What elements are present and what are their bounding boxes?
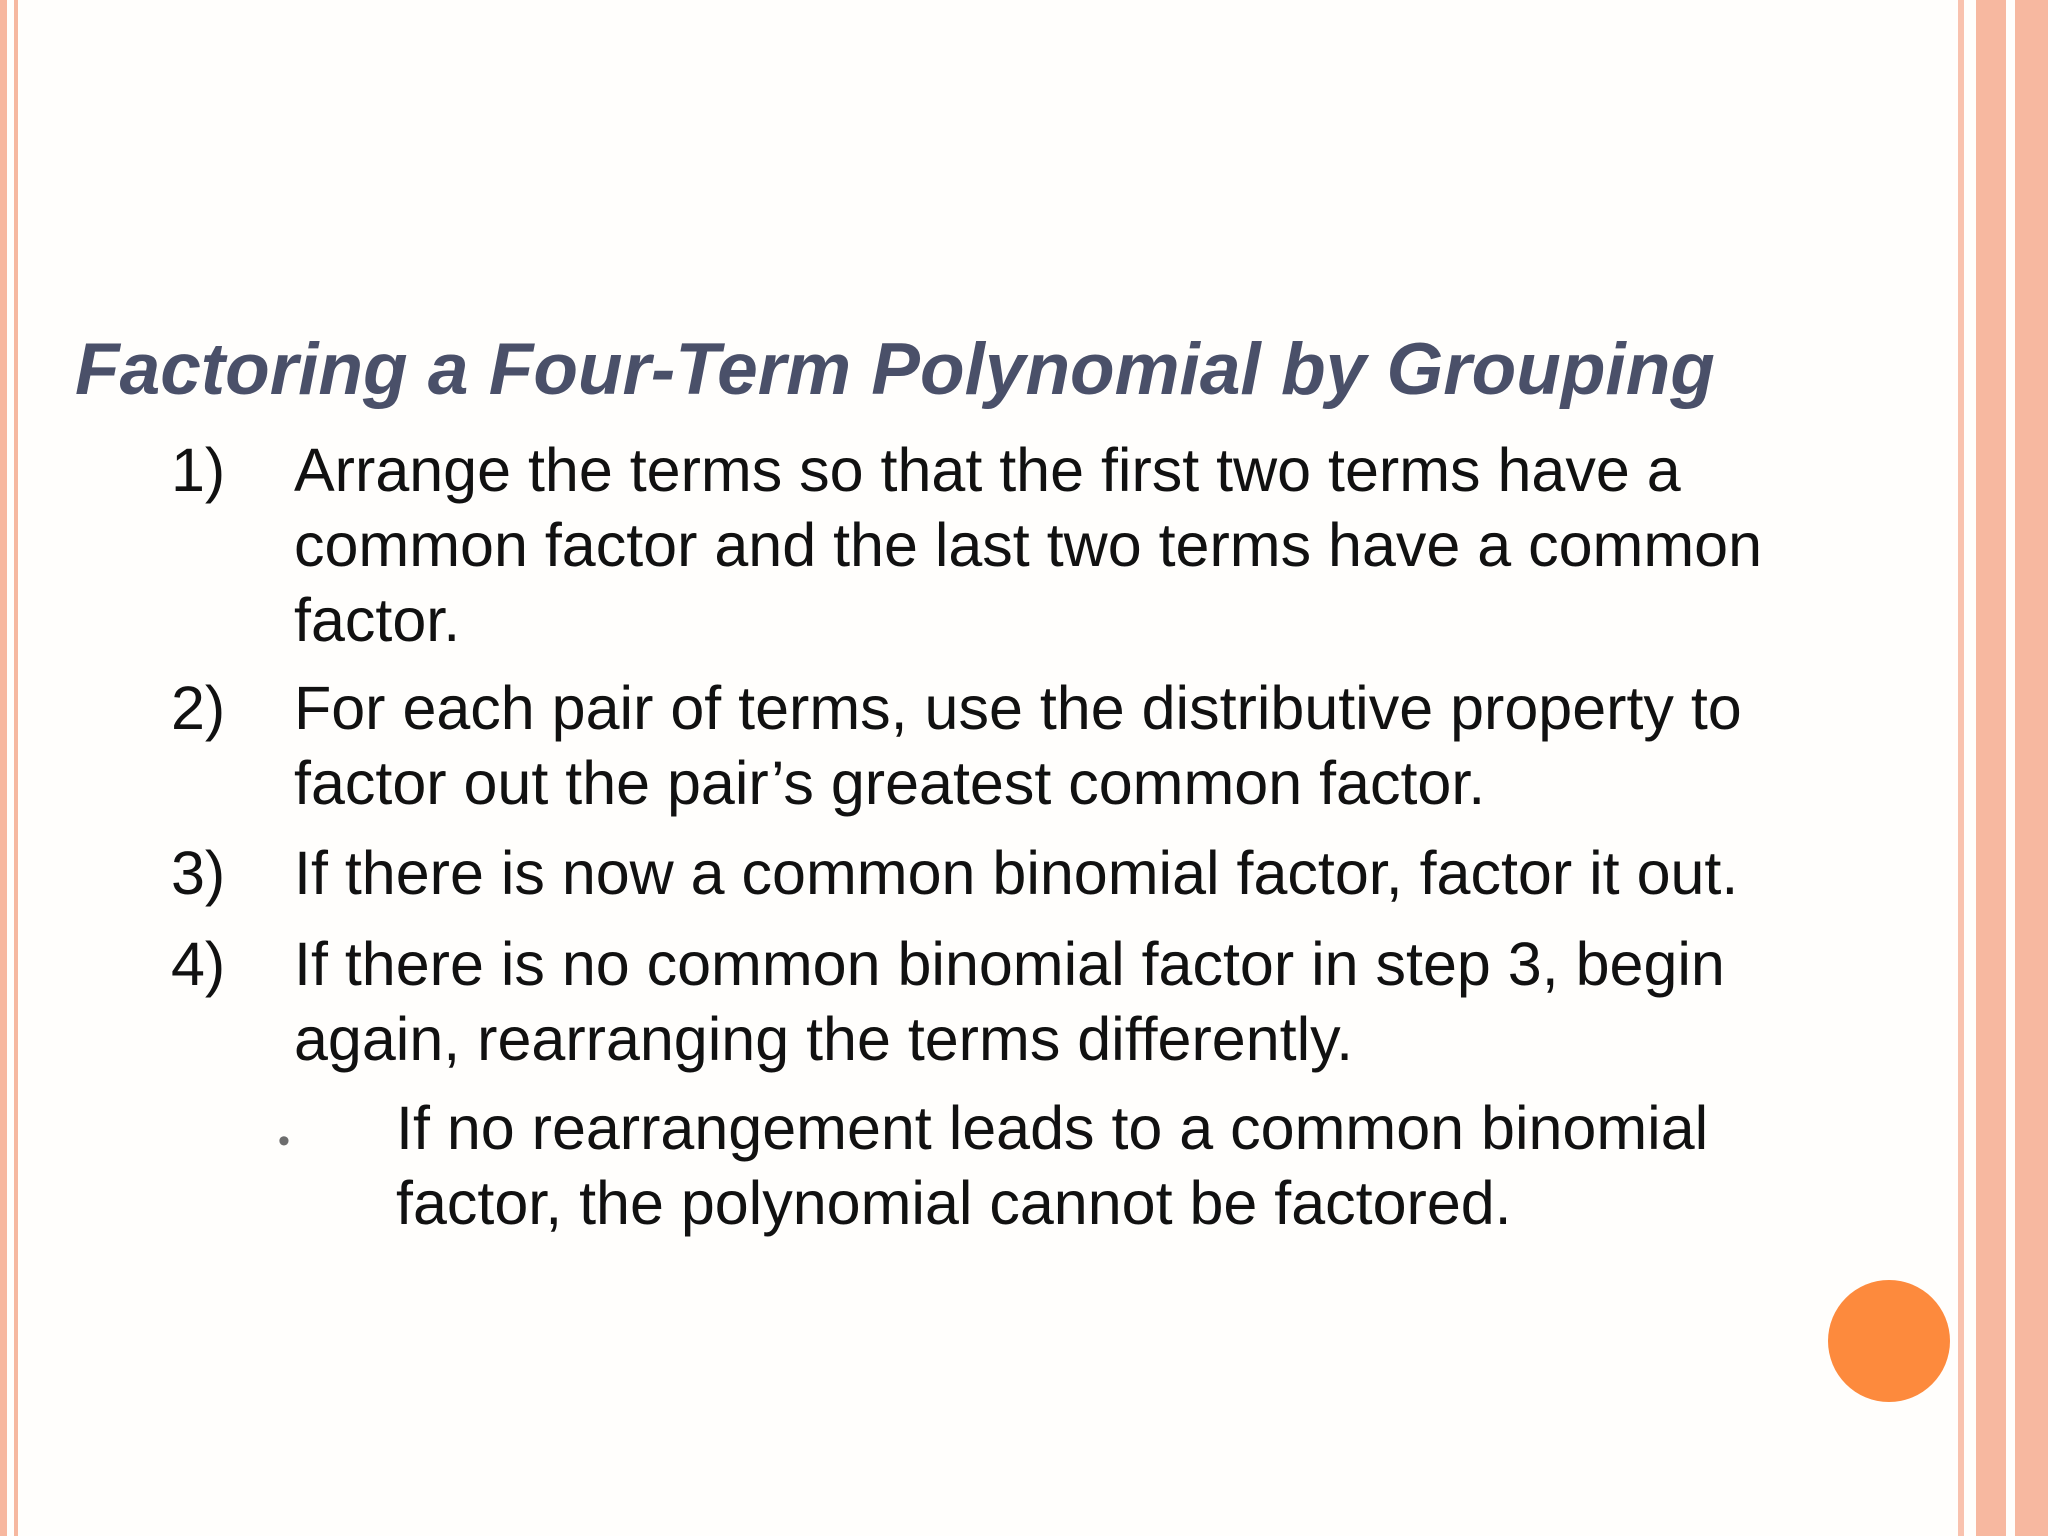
step-1-number: 1) [171, 436, 226, 504]
step-2-number: 2) [171, 674, 226, 742]
step-4-number: 4) [171, 930, 226, 998]
bullet-dot-icon: • [278, 1122, 290, 1160]
subpoint-text: If no rearrangement leads to a common binomial factor, the polynomial cannot be factored. [396, 1094, 1709, 1237]
slide-title: Factoring a Four-Term Polynomial by Grouping [75, 329, 1715, 410]
step-3-text: If there is now a common binomial factor, factor it out. [294, 839, 1739, 907]
step-2-text: For each pair of terms, use the distributive property to factor out the pair’s greatest common factor. [294, 674, 1742, 817]
step-3-number: 3) [171, 839, 226, 907]
step-4-text: If there is no common binomial factor in step 3, begin again, rearranging the terms differently. [294, 930, 1725, 1073]
orange-accent-circle [1828, 1280, 1950, 1402]
step-1-text: Arrange the terms so that the first two terms have a common factor and the last two terms have a common factor. [294, 436, 1763, 654]
